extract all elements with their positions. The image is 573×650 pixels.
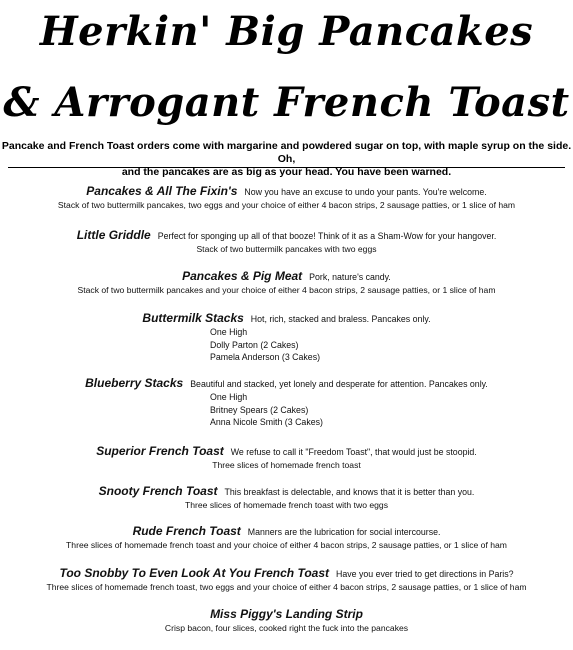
menu-item-snooty-french-toast	[0, 485, 573, 512]
menu-item-tagline: We refuse to call it "Freedom Toast", that would just be stoopid.	[230, 447, 477, 457]
menu-option: One High	[210, 392, 248, 402]
menu-item-name: Pancakes & All The Fixin's	[86, 184, 238, 198]
menu-item-tagline: Perfect for sponging up all of that booze! Think of it as a Sham-Wow for your hangover.	[157, 231, 497, 241]
divider	[8, 167, 565, 168]
menu-item-description: Stack of two buttermilk pancakes, two eggs and your choice of either 4 bacon strips, 2 sausage patties, or 1 slice of ham	[57, 200, 516, 210]
menu-title-line-2: & Arrogant French Toast	[3, 79, 570, 126]
intro-line: and the pancakes are as big as your head. You have been warned.	[121, 166, 452, 178]
menu-item-name: Blueberry Stacks	[85, 376, 184, 390]
menu-item-name: Little Griddle	[76, 228, 151, 242]
menu-item-tagline: This breakfast is delectable, and knows that it is better than you.	[224, 487, 475, 497]
menu-item-description: Stack of two buttermilk pancakes with two eggs	[196, 244, 377, 254]
menu-item-options	[210, 326, 320, 364]
intro-text	[0, 140, 573, 179]
menu-item-description: Three slices of homemade french toast, two eggs and your choice of either 4 bacon strips, 2 sausage patties, or 1 slice of ham	[46, 582, 527, 592]
menu-item-heading	[0, 445, 573, 459]
menu-item-tagline: Have you ever tried to get directions in Paris?	[336, 569, 514, 579]
menu-option: Dolly Parton (2 Cakes)	[210, 339, 299, 350]
menu-title-line-1: Herkin' Big Pancakes	[39, 8, 534, 55]
menu-option: Pamela Anderson (3 Cakes)	[210, 352, 321, 362]
menu-item-little-griddle	[0, 229, 573, 256]
menu-item-heading	[0, 312, 573, 326]
menu-item-name: Buttermilk Stacks	[142, 311, 244, 325]
menu-item-description: Three slices of homemade french toast and your choice of either 4 bacon strips, 2 sausage patties, or 1 slice of ham	[66, 540, 507, 550]
menu-item-tagline: Manners are the lubrication for social intercourse.	[247, 527, 441, 537]
menu-item-heading	[0, 485, 573, 499]
menu-item-tagline: Hot, rich, stacked and braless. Pancakes only.	[250, 314, 431, 324]
menu-item-name: Snooty French Toast	[98, 484, 218, 498]
menu-item-pancakes-pig-meat	[0, 270, 573, 297]
menu-item-description: Three slices of homemade french toast	[212, 460, 361, 470]
menu-item-description: Stack of two buttermilk pancakes and your choice of either 4 bacon strips, 2 sausage patties, or 1 slice of ham	[77, 285, 496, 295]
menu-item-blueberry-stacks	[0, 377, 573, 391]
menu-item-name: Rude French Toast	[132, 524, 241, 538]
menu-item-tagline: Pork, nature's candy.	[309, 272, 391, 282]
menu-item-pancakes-all-the-fixins	[0, 185, 573, 212]
menu-item-heading	[0, 525, 573, 539]
menu-item-heading	[0, 185, 573, 199]
menu-item-buttermilk-stacks	[0, 312, 573, 326]
menu-item-name: Superior French Toast	[96, 444, 224, 458]
menu-item-heading	[0, 608, 573, 622]
menu-item-miss-piggys-landing-strip	[0, 608, 573, 635]
menu-item-description: Three slices of homemade french toast with two eggs	[184, 500, 388, 510]
menu-item-description: Crisp bacon, four slices, cooked right the fuck into the pancakes	[164, 623, 409, 633]
menu-item-rude-french-toast	[0, 525, 573, 552]
menu-option: One High	[210, 327, 248, 337]
menu-option: Anna Nicole Smith (3 Cakes)	[210, 417, 323, 427]
menu-item-name: Pancakes & Pig Meat	[182, 269, 303, 283]
menu-item-heading	[0, 229, 573, 243]
menu-item-superior-french-toast	[0, 445, 573, 472]
menu-item-heading	[0, 270, 573, 284]
menu-item-name: Miss Piggy's Landing Strip	[210, 607, 363, 621]
menu-item-heading	[0, 377, 573, 391]
menu-item-options	[210, 391, 323, 429]
menu-item-tagline: Now you have an excuse to undo your pants. You're welcome.	[244, 187, 487, 197]
menu-option: Britney Spears (2 Cakes)	[210, 404, 309, 415]
menu-item-name: Too Snobby To Even Look At You French Toast	[59, 566, 330, 580]
menu-item-too-snobby-french-toast	[0, 567, 573, 594]
menu-item-tagline: Beautiful and stacked, yet lonely and desperate for attention. Pancakes only.	[190, 379, 488, 389]
intro-line: Pancake and French Toast orders come with margarine and powdered sugar on top, with maple syrup on the side. Oh,	[1, 140, 572, 165]
menu-item-heading	[0, 567, 573, 581]
